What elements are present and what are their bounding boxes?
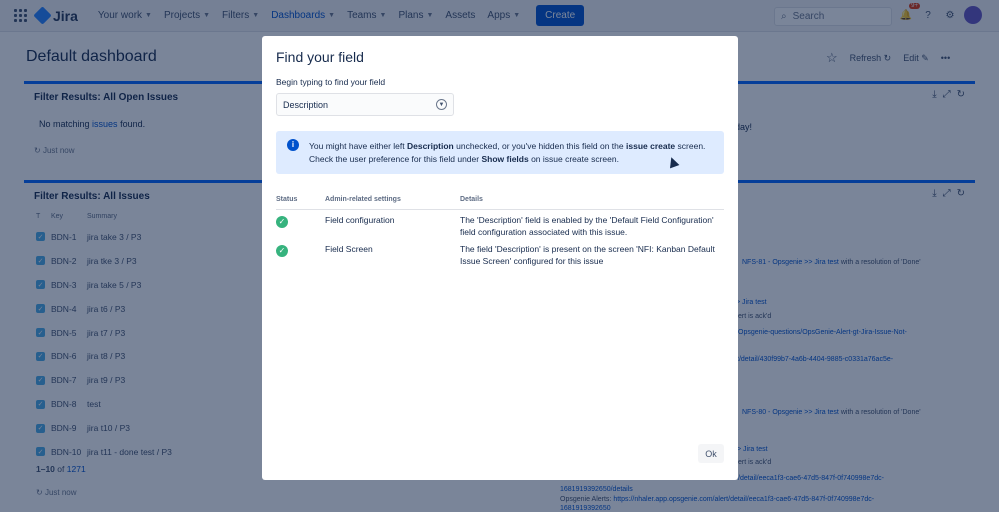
info-message: i You might have either left Description unchecked, or you've hidden this field on the issue create screen. Check the user preference for this field under Show fields on issue create screen. <box>276 131 724 174</box>
field-search-label: Begin typing to find your field <box>276 77 386 87</box>
column-header-status: Status <box>276 196 298 203</box>
field-screen-link[interactable]: Field Screen <box>325 244 373 254</box>
info-icon: i <box>287 139 299 151</box>
column-header-settings: Admin-related settings <box>325 196 401 203</box>
row-details: The field 'Description' is present on the screen 'NFI: Kanban Default Issue Screen' configured for this issue <box>460 244 715 266</box>
column-header-details: Details <box>460 196 483 203</box>
table-row <box>276 239 724 268</box>
field-settings-table <box>276 196 724 268</box>
success-check-icon: ✓ <box>276 216 288 228</box>
chevron-down-icon[interactable]: ▼ <box>436 99 447 110</box>
field-select-value: Description <box>283 99 329 110</box>
field-select[interactable] <box>276 93 454 116</box>
ok-button[interactable]: Ok <box>698 444 724 463</box>
table-row <box>276 210 724 239</box>
find-your-field-dialog <box>262 36 738 480</box>
success-check-icon: ✓ <box>276 245 288 257</box>
dialog-title: Find your field <box>276 49 364 65</box>
row-details: The 'Description' field is enabled by the 'Default Field Configuration' field configuration associated with this issue. <box>460 215 714 237</box>
field-configuration-link[interactable]: Field configuration <box>325 215 395 225</box>
